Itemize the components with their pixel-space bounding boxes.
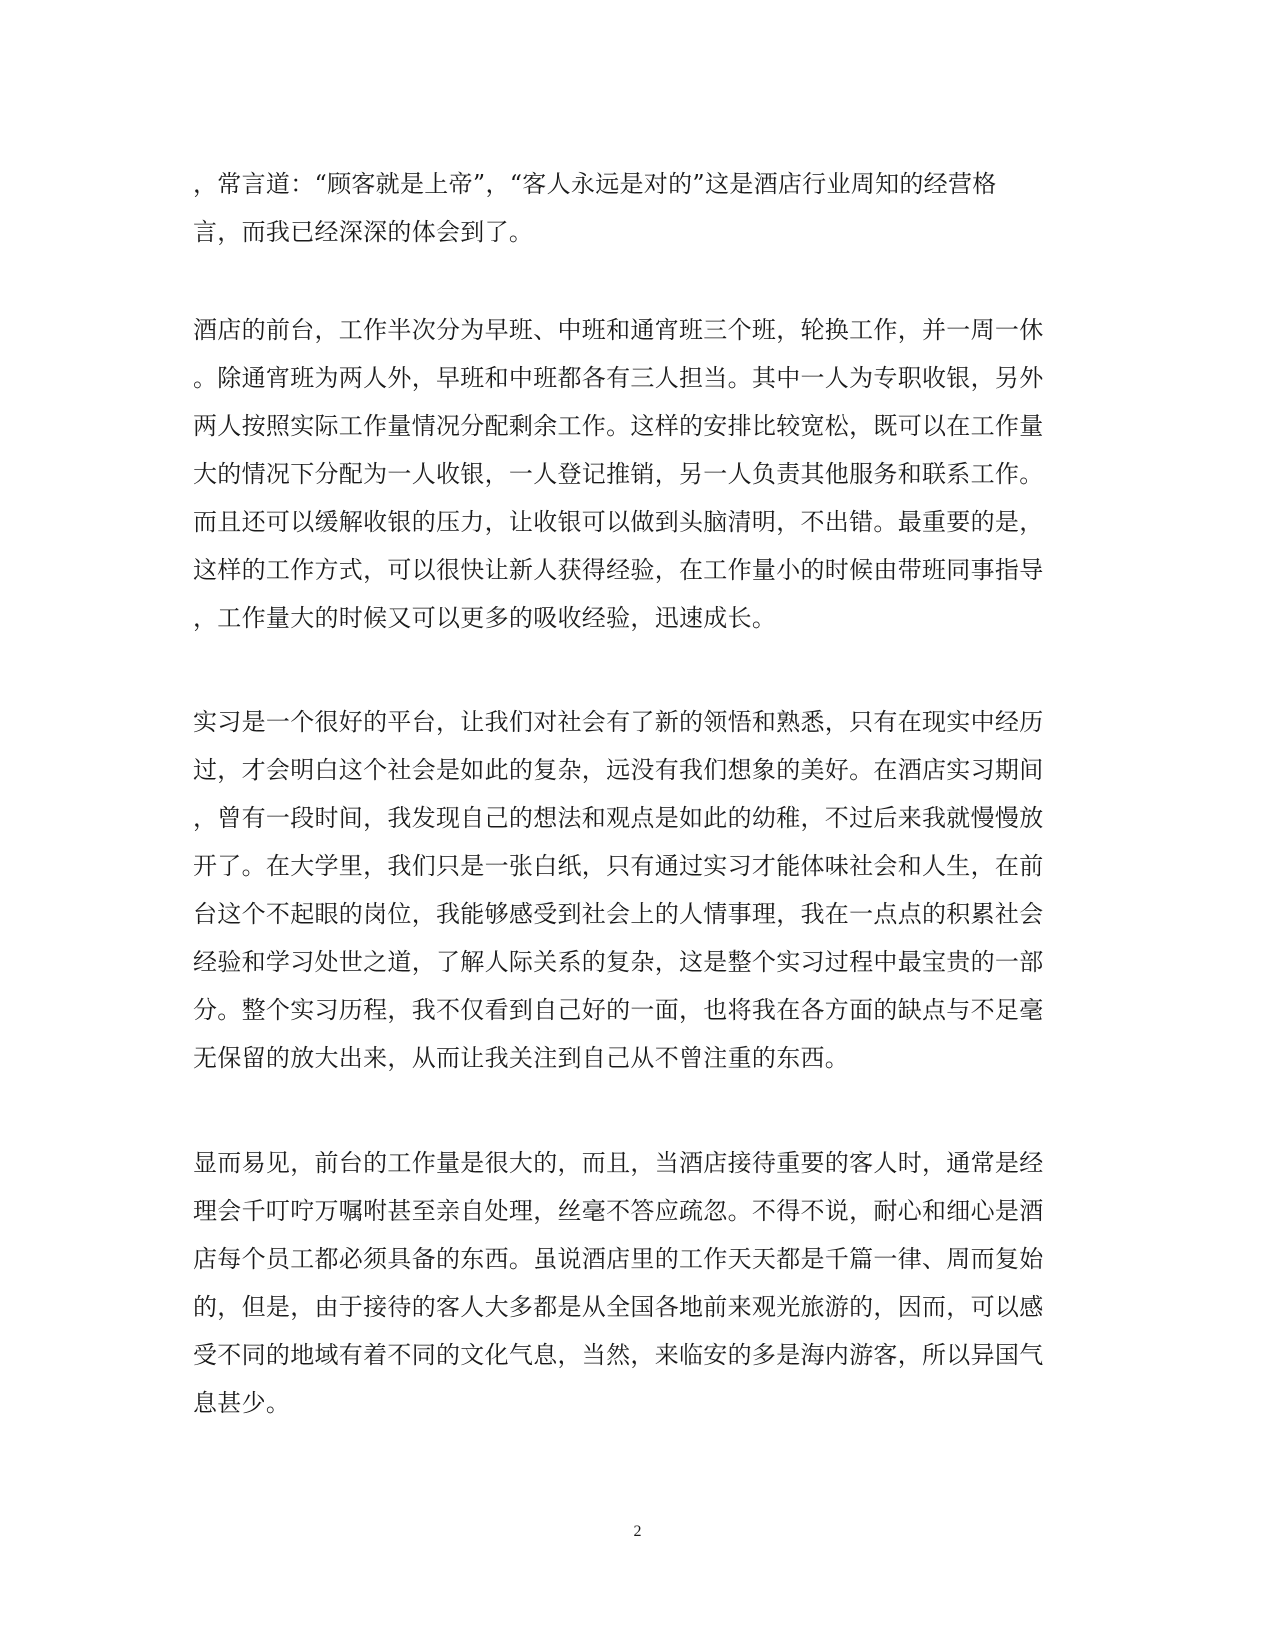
text-line: 两人按照实际工作量情况分配剩余工作。这样的安排比较宽松，既可以在工作量 xyxy=(193,412,1044,440)
text-line: 无保留的放大出来，从而让我关注到自己从不曾注重的东西。 xyxy=(193,1044,850,1072)
text-line: 台这个不起眼的岗位，我能够感受到社会上的人情事理，我在一点点的积累社会 xyxy=(193,900,1044,928)
text-line: 理会千叮咛万嘱咐甚至亲自处理，丝毫不答应疏忽。不得不说，耐心和细心是酒 xyxy=(193,1197,1044,1225)
paragraph-1 xyxy=(193,160,1073,256)
text-line: 而且还可以缓解收银的压力，让收银可以做到头脑清明，不出错。最重要的是， xyxy=(193,508,1044,536)
text-line: 言，而我已经深深的体会到了。 xyxy=(193,218,534,246)
text-line: 这样的工作方式，可以很快让新人获得经验，在工作量小的时候由带班同事指导 xyxy=(193,556,1044,584)
text-line: 经验和学习处世之道，了解人际关系的复杂，这是整个实习过程中最宝贵的一部 xyxy=(193,948,1044,976)
text-line: 息甚少。 xyxy=(193,1389,291,1417)
text-line: ，曾有一段时间，我发现自己的想法和观点是如此的幼稚，不过后来我就慢慢放 xyxy=(193,804,1044,832)
text-line: 受不同的地域有着不同的文化气息，当然，来临安的多是海内游客，所以异国气 xyxy=(193,1341,1044,1369)
text-line: ，工作量大的时候又可以更多的吸收经验，迅速成长。 xyxy=(193,604,777,632)
paragraph-3 xyxy=(193,698,1073,1082)
paragraph-4 xyxy=(193,1139,1073,1427)
text-line: 大的情况下分配为一人收银，一人登记推销，另一人负责其他服务和联系工作。 xyxy=(193,460,1044,488)
text-line: 实习是一个很好的平台，让我们对社会有了新的领悟和熟悉，只有在现实中经历 xyxy=(193,708,1044,736)
text-line: 。除通宵班为两人外，早班和中班都各有三人担当。其中一人为专职收银，另外 xyxy=(193,364,1044,392)
text-line: ，常言道：“顾客就是上帝”，“客人永远是对的”这是酒店行业周知的经营格 xyxy=(193,170,997,198)
text-line: 酒店的前台，工作半次分为早班、中班和通宵班三个班，轮换工作，并一周一休 xyxy=(193,316,1044,344)
text-line: 开了。在大学里，我们只是一张白纸，只有通过实习才能体味社会和人生，在前 xyxy=(193,852,1044,880)
text-line: 显而易见，前台的工作量是很大的，而且，当酒店接待重要的客人时，通常是经 xyxy=(193,1149,1044,1177)
text-line: 店每个员工都必须具备的东西。虽说酒店里的工作天天都是千篇一律、周而复始 xyxy=(193,1245,1044,1273)
text-line: 分。整个实习历程，我不仅看到自己好的一面，也将我在各方面的缺点与不足毫 xyxy=(193,996,1044,1024)
page-number: 2 xyxy=(633,1523,642,1540)
text-line: 过，才会明白这个社会是如此的复杂，远没有我们想象的美好。在酒店实习期间 xyxy=(193,756,1044,784)
paragraph-2 xyxy=(193,306,1073,642)
text-line: 的，但是，由于接待的客人大多都是从全国各地前来观光旅游的，因而，可以感 xyxy=(193,1293,1044,1321)
